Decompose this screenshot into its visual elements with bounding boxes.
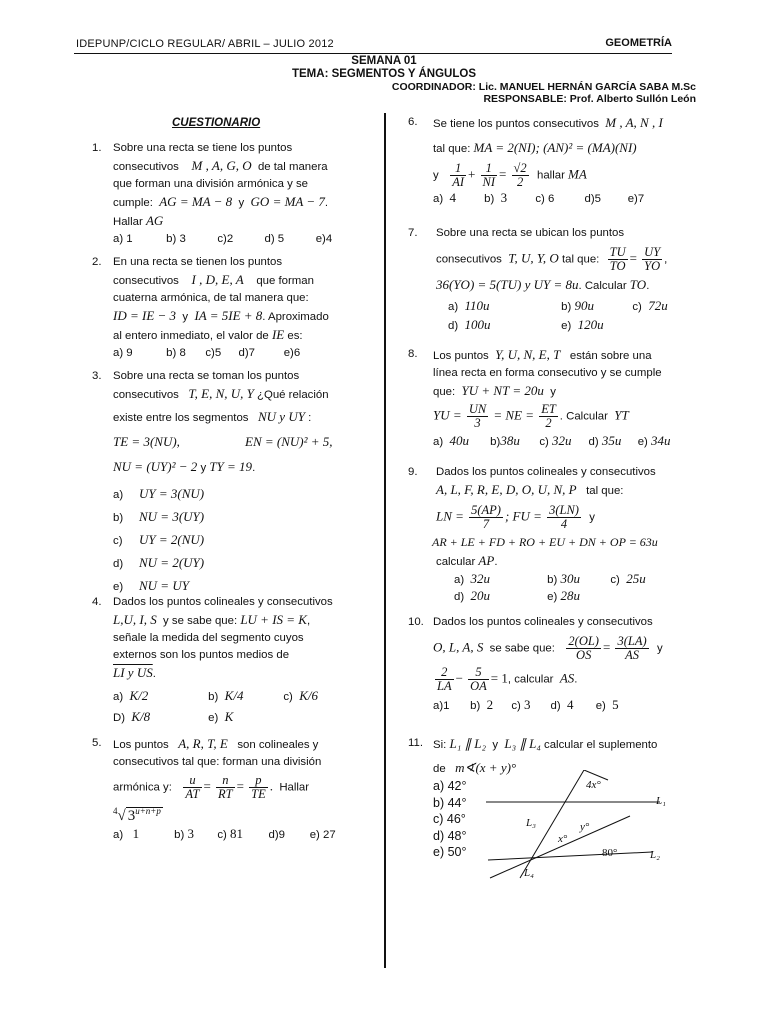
option-e[interactable]: e) 27 [309, 829, 336, 841]
question-number: 10. [408, 616, 424, 628]
header-subject: GEOMETRÍA [605, 37, 672, 49]
question-text: Dados los puntos colineales y consecutivos [113, 596, 333, 608]
option-b[interactable]: b) 3 [484, 190, 508, 205]
option-c[interactable]: c) 25u [610, 571, 646, 586]
option-b[interactable]: b) 30u [547, 571, 580, 586]
answer-options [433, 696, 694, 715]
option-c[interactable]: c)5 [205, 347, 222, 359]
angle-y: y° [580, 821, 590, 833]
option-b[interactable]: b) 8 [166, 347, 186, 359]
question-number: 1. [92, 142, 102, 154]
answer-options [436, 571, 694, 605]
option-d[interactable]: d) 5 [264, 233, 285, 245]
column-divider [384, 113, 386, 968]
question-6: 6. Se tiene los puntos consecutivos M , A, N , I tal que: MA = 2(NI); (AN)² = (MA)(NI) y $\frac{1}{AI}$ + $\frac{1}{NI}$ = $\frac{√2}{2}$ hallar MA a) 4 b) 3 c) 6 d)5 e)7 [408, 114, 694, 214]
option-c[interactable]: c) 72u [632, 298, 668, 313]
answer-options [113, 345, 362, 362]
answer-options [113, 686, 362, 728]
option-a[interactable]: a)1 [433, 700, 450, 712]
option-a[interactable]: a) 32u [454, 571, 490, 586]
question-text: Los puntos [433, 350, 489, 362]
question-8: 8. Los puntos Y, U, N, E, T están sobre una línea recta en forma consecutivo y se cumple que: YU + NT = 20u y YU = $\frac{UN}{3}$ = NE = $\frac{ET}{2}$ . Calcular YT a) 40u b)38u c) 32u d) 35u e) 34u [408, 346, 694, 456]
question-3: 3. Sobre una recta se toman los puntos consecutivos T, E, N, U, Y ¿Qué relación existe entre los segmentos NU y UY : TE = 3(NU), EN = (NU)² + 5, NU = (UY)² − 2 y TY = 19. a) UY = 3(NU) b) NU = 3(UY) c) UY = 2(NU) d) NU = 2(UY) e) NU = UY [92, 368, 362, 583]
option-b[interactable]: b) 3 [174, 826, 194, 841]
option-b[interactable]: b) 90u [561, 298, 594, 313]
angle-80: 80° [602, 847, 618, 859]
week-title: SEMANA 01 [351, 55, 417, 67]
title-block [0, 55, 768, 105]
header-divider [74, 53, 672, 54]
option-e[interactable]: e) 50° [433, 845, 467, 859]
question-number: 2. [92, 256, 102, 268]
option-e[interactable]: e) 28u [547, 588, 580, 603]
question-text: Sobre una recta se toman los puntos [113, 370, 300, 382]
option-b[interactable]: b) 3 [166, 233, 186, 245]
section-title: CUESTIONARIO [172, 117, 261, 129]
option-d[interactable]: D) K/8 [113, 709, 151, 724]
option-c[interactable]: c) K/6 [283, 688, 318, 703]
answer-options [436, 297, 694, 335]
label-l2: L₂ [650, 849, 660, 861]
question-number: 9. [408, 466, 418, 478]
question-10: 10. Dados los puntos colineales y consecutivos O, L, A, S se sabe que: $\frac{2(OL)}{OS}$ = $\frac{3(LA)}{AS}$ y $\frac{2}{LA}$ − $\frac{5}{OA}$ = 1, calcular AS. a)1 b) 2 c) 3 d) 4 e) 5 [408, 614, 694, 724]
question-number: 8. [408, 348, 418, 360]
question-text: Dados los puntos colineales y consecutivos [433, 616, 653, 628]
responsible-line: RESPONSABLE: Prof. Alberto Sullón León [483, 93, 696, 105]
angle-x: x° [558, 833, 568, 845]
answer-options [113, 483, 362, 598]
option-e[interactable]: e) NU = UY [113, 578, 189, 593]
answer-options [113, 825, 362, 844]
radical-expression: $^4$√ $3^{u+n+p}$ [113, 806, 161, 824]
option-b[interactable]: b) 2 [470, 697, 494, 712]
option-a[interactable]: a) 1 [113, 826, 140, 841]
question-text: Se tiene los puntos consecutivos [433, 118, 599, 130]
question-11: 11. Si: L₁ ∥ L₂ y L₃ ∥ L₄ calcular el suplemento de m∢(x + y)° a) 42° b) 44° c) 46° d) 48° e) 50° [408, 735, 694, 865]
option-e[interactable]: e) K [208, 709, 234, 724]
question-number: 7. [408, 227, 418, 239]
question-7: 7. Sobre una recta se ubican los puntos consecutivos T, U, Y, O tal que: $\frac{TU}{TO}$ = $\frac{UY}{YO}$ , 36(YO) = 5(TU) y UY = 8u. Calcular TO. a) 110u b) 90u c) 72u d) 100u e) 120u [408, 225, 694, 335]
option-d[interactable]: d) 48° [433, 828, 467, 843]
question-number: 11. [408, 737, 423, 749]
option-c[interactable]: c) UY = 2(NU) [113, 532, 205, 547]
question-text: Dados los puntos colineales y consecutivos [436, 466, 656, 478]
option-a[interactable]: a) 1 [113, 233, 133, 245]
question-1: 1. Sobre una recta se tiene los puntos consecutivos M , A, G, O de tal manera que forman una división armónica y se cumple: AG = MA − 8 y GO = MA − 7. Hallar AG a) 1 b) 3 c)2 d) 5 e)4 [92, 140, 362, 240]
option-b[interactable]: b) K/4 [208, 688, 244, 703]
option-e[interactable]: e)4 [315, 233, 333, 245]
question-4: 4. Dados los puntos colineales y consecutivos L,U, I, S y se sabe que: LU + IS = K, señale la medida del segmento cuyos externos son los puntos medios de LI y US. a) K/2 b) K/4 c) K/6 D) K/8 e) K [92, 594, 362, 724]
answer-options [433, 432, 694, 451]
option-a[interactable]: a) 40u [433, 433, 469, 448]
option-d[interactable]: d) 20u [454, 588, 490, 603]
label-l1: L₁ [656, 795, 666, 807]
parallel-lines-figure [480, 770, 680, 880]
question-number: 4. [92, 596, 102, 608]
question-5: 5. Los puntos A, R, T, E son colineales y consecutivos tal que: forman una división armónica y: $\frac{u}{AT}$ = $\frac{n}{RT}$ = $\frac{p}{TE}$ . Hallar $^4$√ $3^{u+n+p}$ a) 1 b) 3 c) 81 d)9 e) 27 [92, 735, 362, 845]
option-c[interactable]: c) 32u [539, 433, 572, 448]
label-l3: L₃ [526, 817, 536, 829]
line-l2 [488, 852, 652, 860]
angle-4x: 4x° [586, 779, 601, 791]
coordinator-line: COORDINADOR: Lic. MANUEL HERNÁN GARCÍA SABA M.Sc [391, 81, 696, 93]
option-d[interactable]: d) 4 [550, 697, 574, 712]
answer-options [113, 231, 362, 248]
question-text: Los puntos [113, 739, 169, 751]
question-number: 3. [92, 370, 102, 382]
question-number: 6. [408, 116, 418, 128]
option-d[interactable]: d)5 [584, 193, 601, 205]
option-b[interactable]: b) 44° [433, 795, 467, 810]
option-a[interactable]: a) K/2 [113, 688, 149, 703]
question-9: 9. Dados los puntos colineales y consecutivos A, L, F, R, E, D, O, U, N, P tal que: LN = $\frac{5(AP)}{7}$ ; FU = $\frac{3(LN)}{4}$ y AR + LE + FD + RO + EU + DN + OP = 63u calcular AP. a) 32u b) 30u c) 25u d) 20u e) 28u [408, 464, 694, 604]
option-a[interactable]: a) 9 [113, 347, 133, 359]
option-c[interactable]: c) 46° [433, 812, 466, 826]
option-e[interactable]: e) 34u [637, 433, 671, 448]
question-number: 5. [92, 737, 102, 749]
option-c[interactable]: c) 81 [217, 826, 244, 841]
question-2: 2. En una recta se tienen los puntos consecutivos I , D, E, A que forman cuaterna armónica, de tal manera que: ID = IE − 3 y IA = 5IE + 8. Aproximado al entero inmediato, el valor de IE es: a) 9 b) 8 c)5 d)7 e)6 [92, 254, 362, 354]
topic-title: TEMA: SEGMENTOS Y ÁNGULOS [291, 68, 477, 80]
question-text: Sobre una recta se tiene los puntos [113, 142, 293, 154]
option-a[interactable]: a) 110u [448, 298, 490, 313]
option-d[interactable]: d) NU = 2(UY) [113, 555, 205, 570]
option-d[interactable]: d) 35u [588, 433, 622, 448]
option-a[interactable]: a) 42° [433, 779, 467, 793]
option-e[interactable]: e) 120u [561, 317, 604, 332]
option-e[interactable]: e)7 [627, 193, 645, 205]
option-e[interactable]: e) 5 [595, 697, 619, 712]
header-course: IDEPUNP/CICLO REGULAR/ ABRIL – JULIO 2012 [76, 38, 334, 50]
option-b[interactable]: b) NU = 3(UY) [113, 509, 205, 524]
question-text: Si: [433, 739, 447, 751]
option-c[interactable]: c) 3 [511, 697, 531, 712]
option-d[interactable]: d)7 [238, 347, 255, 359]
option-c[interactable]: c)2 [217, 233, 234, 245]
option-b[interactable]: b)38u [490, 433, 520, 448]
label-l4: L₄ [524, 867, 534, 879]
option-c[interactable]: c) 6 [535, 193, 555, 205]
option-d[interactable]: d)9 [268, 829, 285, 841]
option-d[interactable]: d) 100u [448, 317, 491, 332]
question-text: En una recta se tienen los puntos [113, 256, 283, 268]
option-a[interactable]: a) 4 [433, 190, 456, 205]
answer-options [433, 189, 694, 208]
option-a[interactable]: a) UY = 3(NU) [113, 486, 205, 501]
option-e[interactable]: e)6 [283, 347, 301, 359]
question-text: Sobre una recta se ubican los puntos [436, 227, 625, 239]
